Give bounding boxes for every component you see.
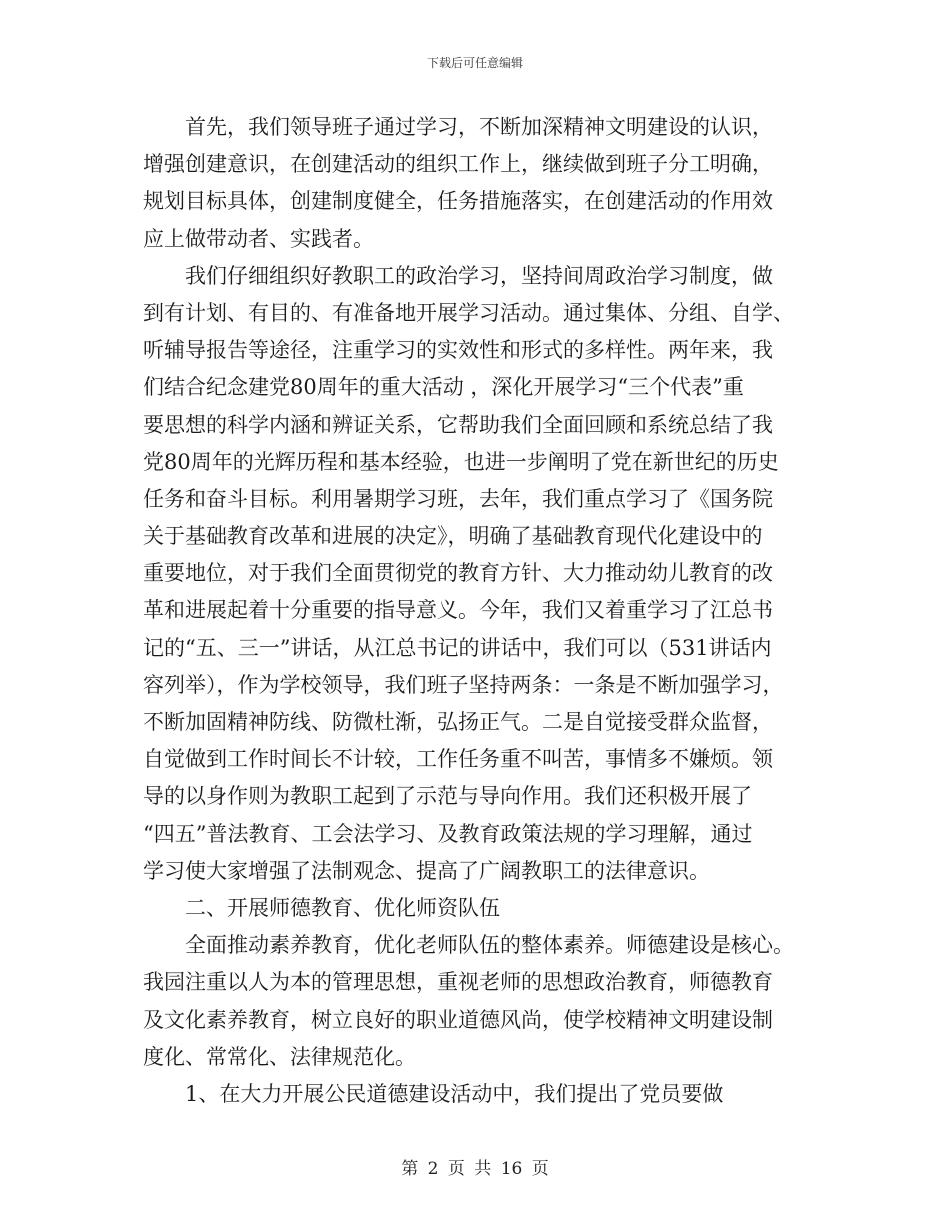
paragraph-line: 1、在大力开展公民道德建设活动中，我们提出了党员要做: [185, 1081, 724, 1106]
document-body: [143, 109, 815, 1113]
paragraph-line: 听辅导报告等途径，注重学习的实效性和形式的多样性。两年来，我: [143, 338, 773, 363]
paragraph-line: 度化、常常化、法律规范化。: [143, 1044, 416, 1069]
paragraph-line: 增强创建意识，在创建活动的组织工作上，继续做到班子分工明确，: [143, 152, 773, 177]
paragraph-line: “四五”普法教育、工会法学习、及教育政策法规的学习理解，通过: [143, 821, 753, 846]
paragraph-line: 我们仔细组织好教职工的政治学习，坚持间周政治学习制度，做: [185, 263, 773, 288]
paragraph-line: 关于基础教育改革和进展的决定》，明确了基础教育现代化建设中的: [143, 524, 763, 549]
paragraph-line: 导的以身作则为教职工起到了示范与导向作用。我们还积极开展了: [143, 784, 752, 809]
paragraph-line: 要思想的科学内涵和辨证关系，它帮助我们全面回顾和系统总结了我: [143, 412, 773, 437]
paragraph-line: 到有计划、有目的、有准备地开展学习活动。通过集体、分组、自学、: [143, 300, 794, 325]
paragraph-line: 自觉做到工作时间长不计较，工作任务重不叫苦，事情多不嫌烦。领: [143, 747, 773, 772]
paragraph-line: 学习使大家增强了法制观念、提高了广阔教职工的法律意识。: [143, 858, 710, 883]
paragraph-line: 不断加固精神防线、防微杜渐，弘扬正气。二是自觉接受群众监督，: [143, 710, 773, 734]
paragraph-line: 记的“五、三一”讲话，从江总书记的讲话中，我们可以（531讲话内: [143, 635, 772, 660]
paragraph-line: 容列举），作为学校领导，我们班子坚持两条：一条是不断加强学习，: [143, 672, 784, 697]
paragraph-line: 全面推动素养教育，优化老师队伍的整体素养。师德建设是核心。: [185, 933, 794, 958]
paragraph-line: 及文化素养教育，树立良好的职业道德风尚，使学校精神文明建设制: [143, 1007, 773, 1032]
paragraph-line: 革和进展起着十分重要的指导意义。今年，我们又着重学习了江总书: [143, 598, 773, 623]
paragraph-line: 首先，我们领导班子通过学习，不断加深精神文明建设的认识，: [185, 115, 773, 139]
paragraph-line: 重要地位，对于我们全面贯彻党的教育方针、大力推动幼儿教育的改: [143, 561, 773, 586]
page-header: 下载后可任意编辑: [426, 56, 523, 70]
paragraph-line: 们结合纪念建党80周年的重大活动 ，深化开展学习“三个代表”重: [143, 375, 744, 400]
paragraph-line: 规划目标具体，创建制度健全，任务措施落实，在创建活动的作用效: [143, 189, 773, 214]
paragraph-line: 党80周年的光辉历程和基本经验，也进一步阐明了党在新世纪的历史: [143, 449, 779, 474]
paragraph-line: 任务和奋斗目标。利用暑期学习班，去年，我们重点学习了《国务院: [143, 486, 773, 511]
page-number: 第 2 页 共 16 页: [401, 1159, 549, 1179]
paragraph-line: 我园注重以人为本的管理思想，重视老师的思想政治教育，师德教育: [143, 970, 773, 995]
section-heading: 二、开展师德教育、优化师资队伍: [185, 895, 500, 920]
paragraph-line: 应上做带动者、实践者。: [143, 226, 374, 251]
